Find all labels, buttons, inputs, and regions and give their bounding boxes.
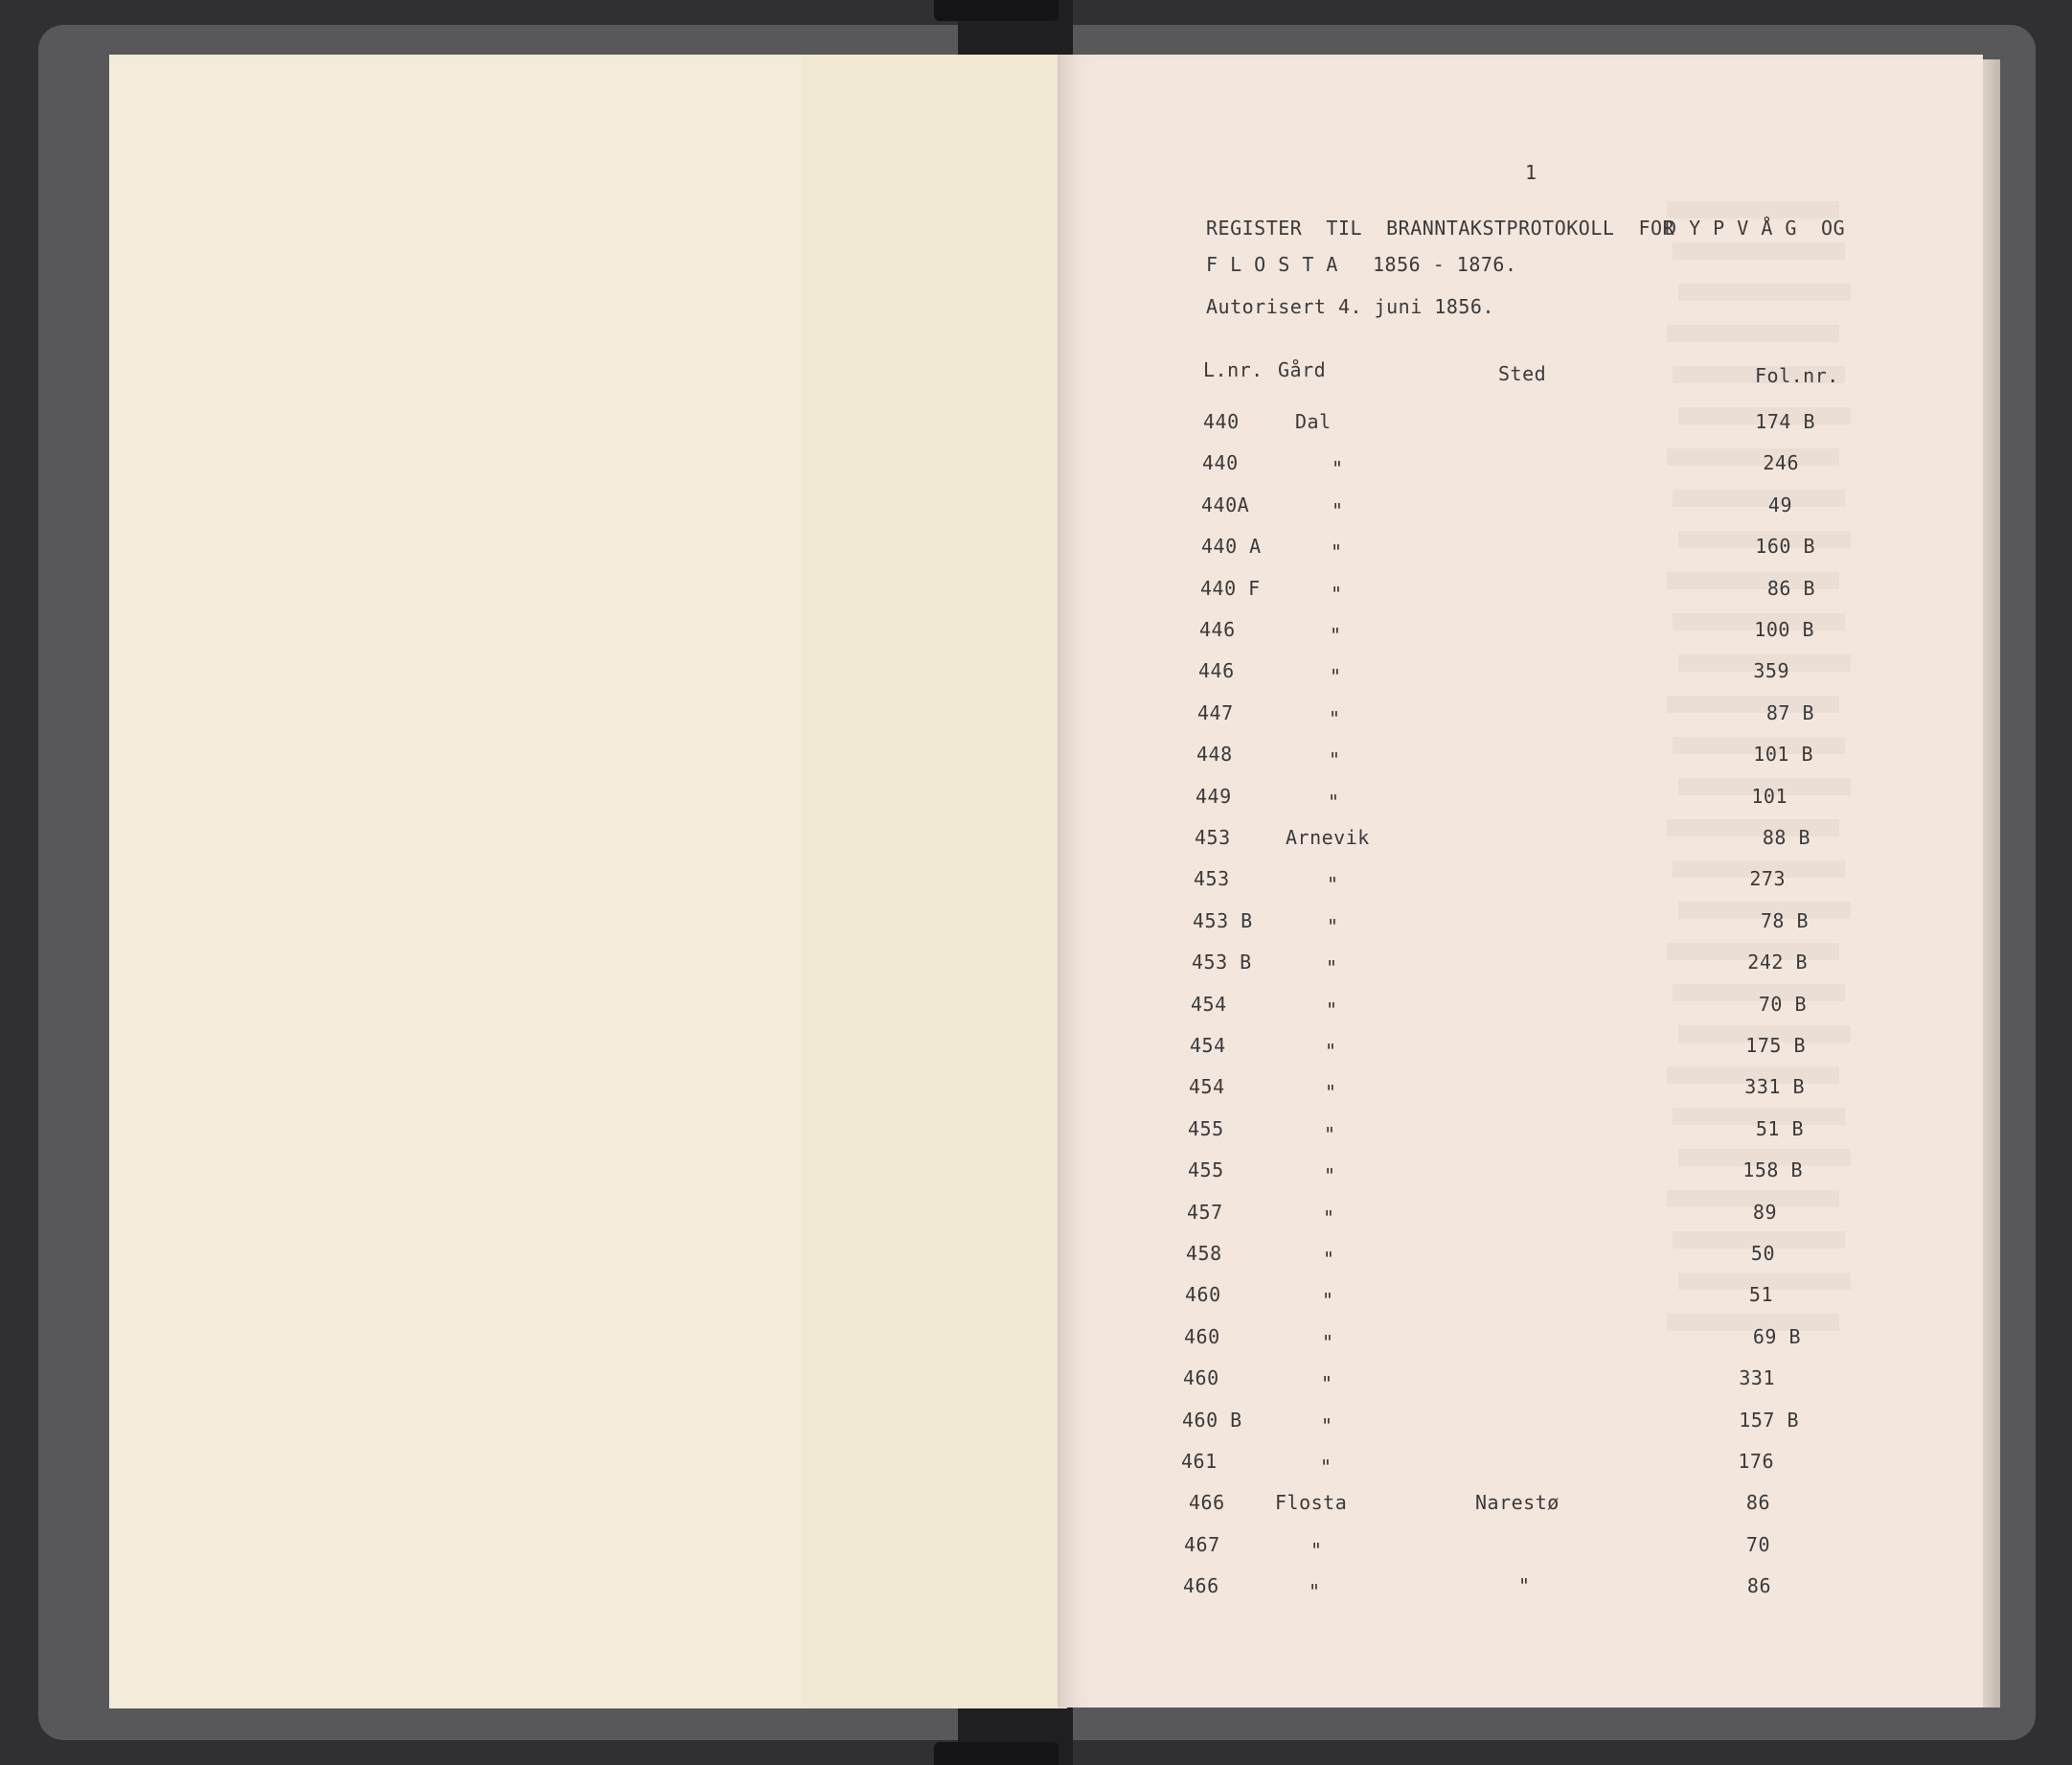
row-lnr: 447 <box>1197 700 1234 724</box>
row-folnr: 70 <box>1745 1532 1770 1556</box>
row-gard: " <box>1329 706 1341 730</box>
row-folnr: 78 B <box>1760 908 1809 932</box>
row-lnr: 454 <box>1190 1034 1226 1057</box>
row-lnr: 457 <box>1187 1200 1223 1224</box>
bleed-through-mark <box>1673 490 1845 507</box>
row-folnr: 157 B <box>1739 1408 1799 1432</box>
left-page-inner-sheet <box>801 55 1067 1708</box>
row-folnr: 174 B <box>1755 410 1815 433</box>
row-gard: " <box>1331 582 1343 606</box>
row-gard: " <box>1321 1413 1333 1437</box>
row-gard: " <box>1327 873 1339 897</box>
row-lnr: 453 <box>1194 867 1230 891</box>
row-gard: " <box>1332 498 1344 522</box>
row-lnr: 467 <box>1184 1532 1220 1556</box>
column-header-sted: Sted <box>1498 362 1547 385</box>
header-authorized: Autorisert 4. juni 1856. <box>1206 295 1494 318</box>
row-sted: " <box>1518 1574 1531 1598</box>
row-folnr: 70 B <box>1758 992 1807 1016</box>
row-lnr: 446 <box>1198 659 1235 683</box>
row-folnr: 69 B <box>1752 1324 1801 1348</box>
header-place: F L O S T A <box>1206 253 1338 276</box>
row-folnr: 359 <box>1753 659 1789 683</box>
row-lnr: 466 <box>1189 1491 1225 1515</box>
row-lnr: 453 B <box>1192 951 1252 974</box>
row-gard: Dal <box>1295 410 1332 433</box>
row-lnr: 460 <box>1183 1366 1219 1390</box>
row-lnr: 453 <box>1195 826 1231 849</box>
bleed-through-mark <box>1667 819 1839 837</box>
row-gard: " <box>1330 624 1342 647</box>
row-folnr: 88 B <box>1762 826 1810 849</box>
row-lnr: 440A <box>1201 493 1250 516</box>
row-folnr: 331 B <box>1744 1075 1805 1099</box>
row-gard: " <box>1326 997 1338 1021</box>
row-gard: " <box>1320 1456 1332 1478</box>
row-gard: " <box>1330 665 1342 689</box>
row-lnr: 458 <box>1186 1242 1222 1265</box>
row-folnr: 176 <box>1738 1450 1774 1473</box>
row-gard: " <box>1328 790 1340 814</box>
row-folnr: 160 B <box>1755 535 1815 559</box>
row-gard: " <box>1324 1164 1336 1188</box>
row-folnr: 273 <box>1749 867 1786 891</box>
row-lnr: 440 <box>1203 410 1240 433</box>
row-folnr: 246 <box>1763 451 1799 475</box>
row-lnr: 454 <box>1191 992 1227 1016</box>
row-lnr: 440 A <box>1201 535 1262 559</box>
row-sted: Narestø <box>1475 1491 1560 1515</box>
header-title-part2: D Y P V Å G OG <box>1665 217 1846 240</box>
row-lnr: 455 <box>1188 1158 1224 1182</box>
row-gard: " <box>1322 1289 1334 1313</box>
row-folnr: 50 <box>1750 1242 1775 1265</box>
row-lnr: 440 F <box>1200 576 1261 600</box>
binder-clip-top <box>934 0 1059 21</box>
header-title-part1: REGISTER TIL BRANNTAKSTPROTOKOLL FOR <box>1206 217 1675 240</box>
row-lnr: 460 <box>1184 1324 1220 1348</box>
row-lnr: 454 <box>1189 1075 1225 1099</box>
row-gard: Flosta <box>1275 1491 1348 1515</box>
row-lnr: 448 <box>1196 743 1233 767</box>
row-folnr: 51 <box>1748 1283 1773 1307</box>
row-lnr: 461 <box>1181 1450 1218 1473</box>
row-gard: " <box>1309 1580 1321 1604</box>
row-lnr: 440 <box>1202 451 1239 475</box>
page-stack-edge <box>1983 59 2000 1708</box>
row-gard: " <box>1322 1330 1334 1354</box>
page-number: 1 <box>1525 161 1537 184</box>
bleed-through-mark <box>1667 325 1839 342</box>
row-folnr: 242 B <box>1747 951 1808 974</box>
row-folnr: 331 <box>1739 1366 1775 1390</box>
row-folnr: 101 B <box>1753 743 1813 767</box>
row-gard: " <box>1321 1372 1333 1396</box>
bleed-through-mark <box>1678 284 1851 301</box>
row-lnr: 449 <box>1195 784 1232 808</box>
row-folnr: 175 B <box>1745 1034 1806 1057</box>
row-folnr: 86 B <box>1766 576 1815 600</box>
row-gard: " <box>1324 1122 1336 1146</box>
row-lnr: 460 B <box>1182 1408 1242 1432</box>
row-gard: " <box>1323 1205 1335 1229</box>
row-lnr: 455 <box>1188 1116 1224 1140</box>
row-folnr: 100 B <box>1754 618 1814 641</box>
row-gard: " <box>1329 748 1341 772</box>
row-gard: Arnevik <box>1286 826 1370 849</box>
row-gard: " <box>1327 914 1339 938</box>
row-lnr: 466 <box>1183 1574 1219 1598</box>
row-gard: " <box>1326 956 1338 980</box>
row-folnr: 101 <box>1751 784 1787 808</box>
row-folnr: 86 <box>1746 1574 1771 1598</box>
column-header-gard: Gård <box>1278 358 1327 381</box>
row-folnr: 158 B <box>1742 1158 1803 1182</box>
row-folnr: 89 <box>1752 1200 1777 1224</box>
header-years: 1856 - 1876. <box>1373 253 1517 276</box>
row-folnr: 49 <box>1767 493 1792 516</box>
row-lnr: 460 <box>1185 1283 1221 1307</box>
row-lnr: 446 <box>1199 618 1236 641</box>
column-header-folnr: Fol.nr. <box>1755 364 1839 387</box>
row-gard: " <box>1331 540 1343 564</box>
row-gard: " <box>1332 457 1344 481</box>
row-gard: " <box>1325 1081 1337 1105</box>
bleed-through-mark <box>1673 242 1845 260</box>
row-lnr: 453 B <box>1193 908 1253 932</box>
column-header-lnr: L.nr. <box>1203 358 1264 381</box>
row-gard: " <box>1323 1248 1335 1271</box>
row-gard: " <box>1310 1538 1323 1562</box>
binder-clip-bottom <box>934 1742 1059 1765</box>
row-folnr: 87 B <box>1765 700 1814 724</box>
row-gard: " <box>1325 1040 1337 1063</box>
row-folnr: 86 <box>1745 1491 1770 1515</box>
row-folnr: 51 B <box>1755 1116 1804 1140</box>
bleed-through-mark <box>1667 448 1839 466</box>
